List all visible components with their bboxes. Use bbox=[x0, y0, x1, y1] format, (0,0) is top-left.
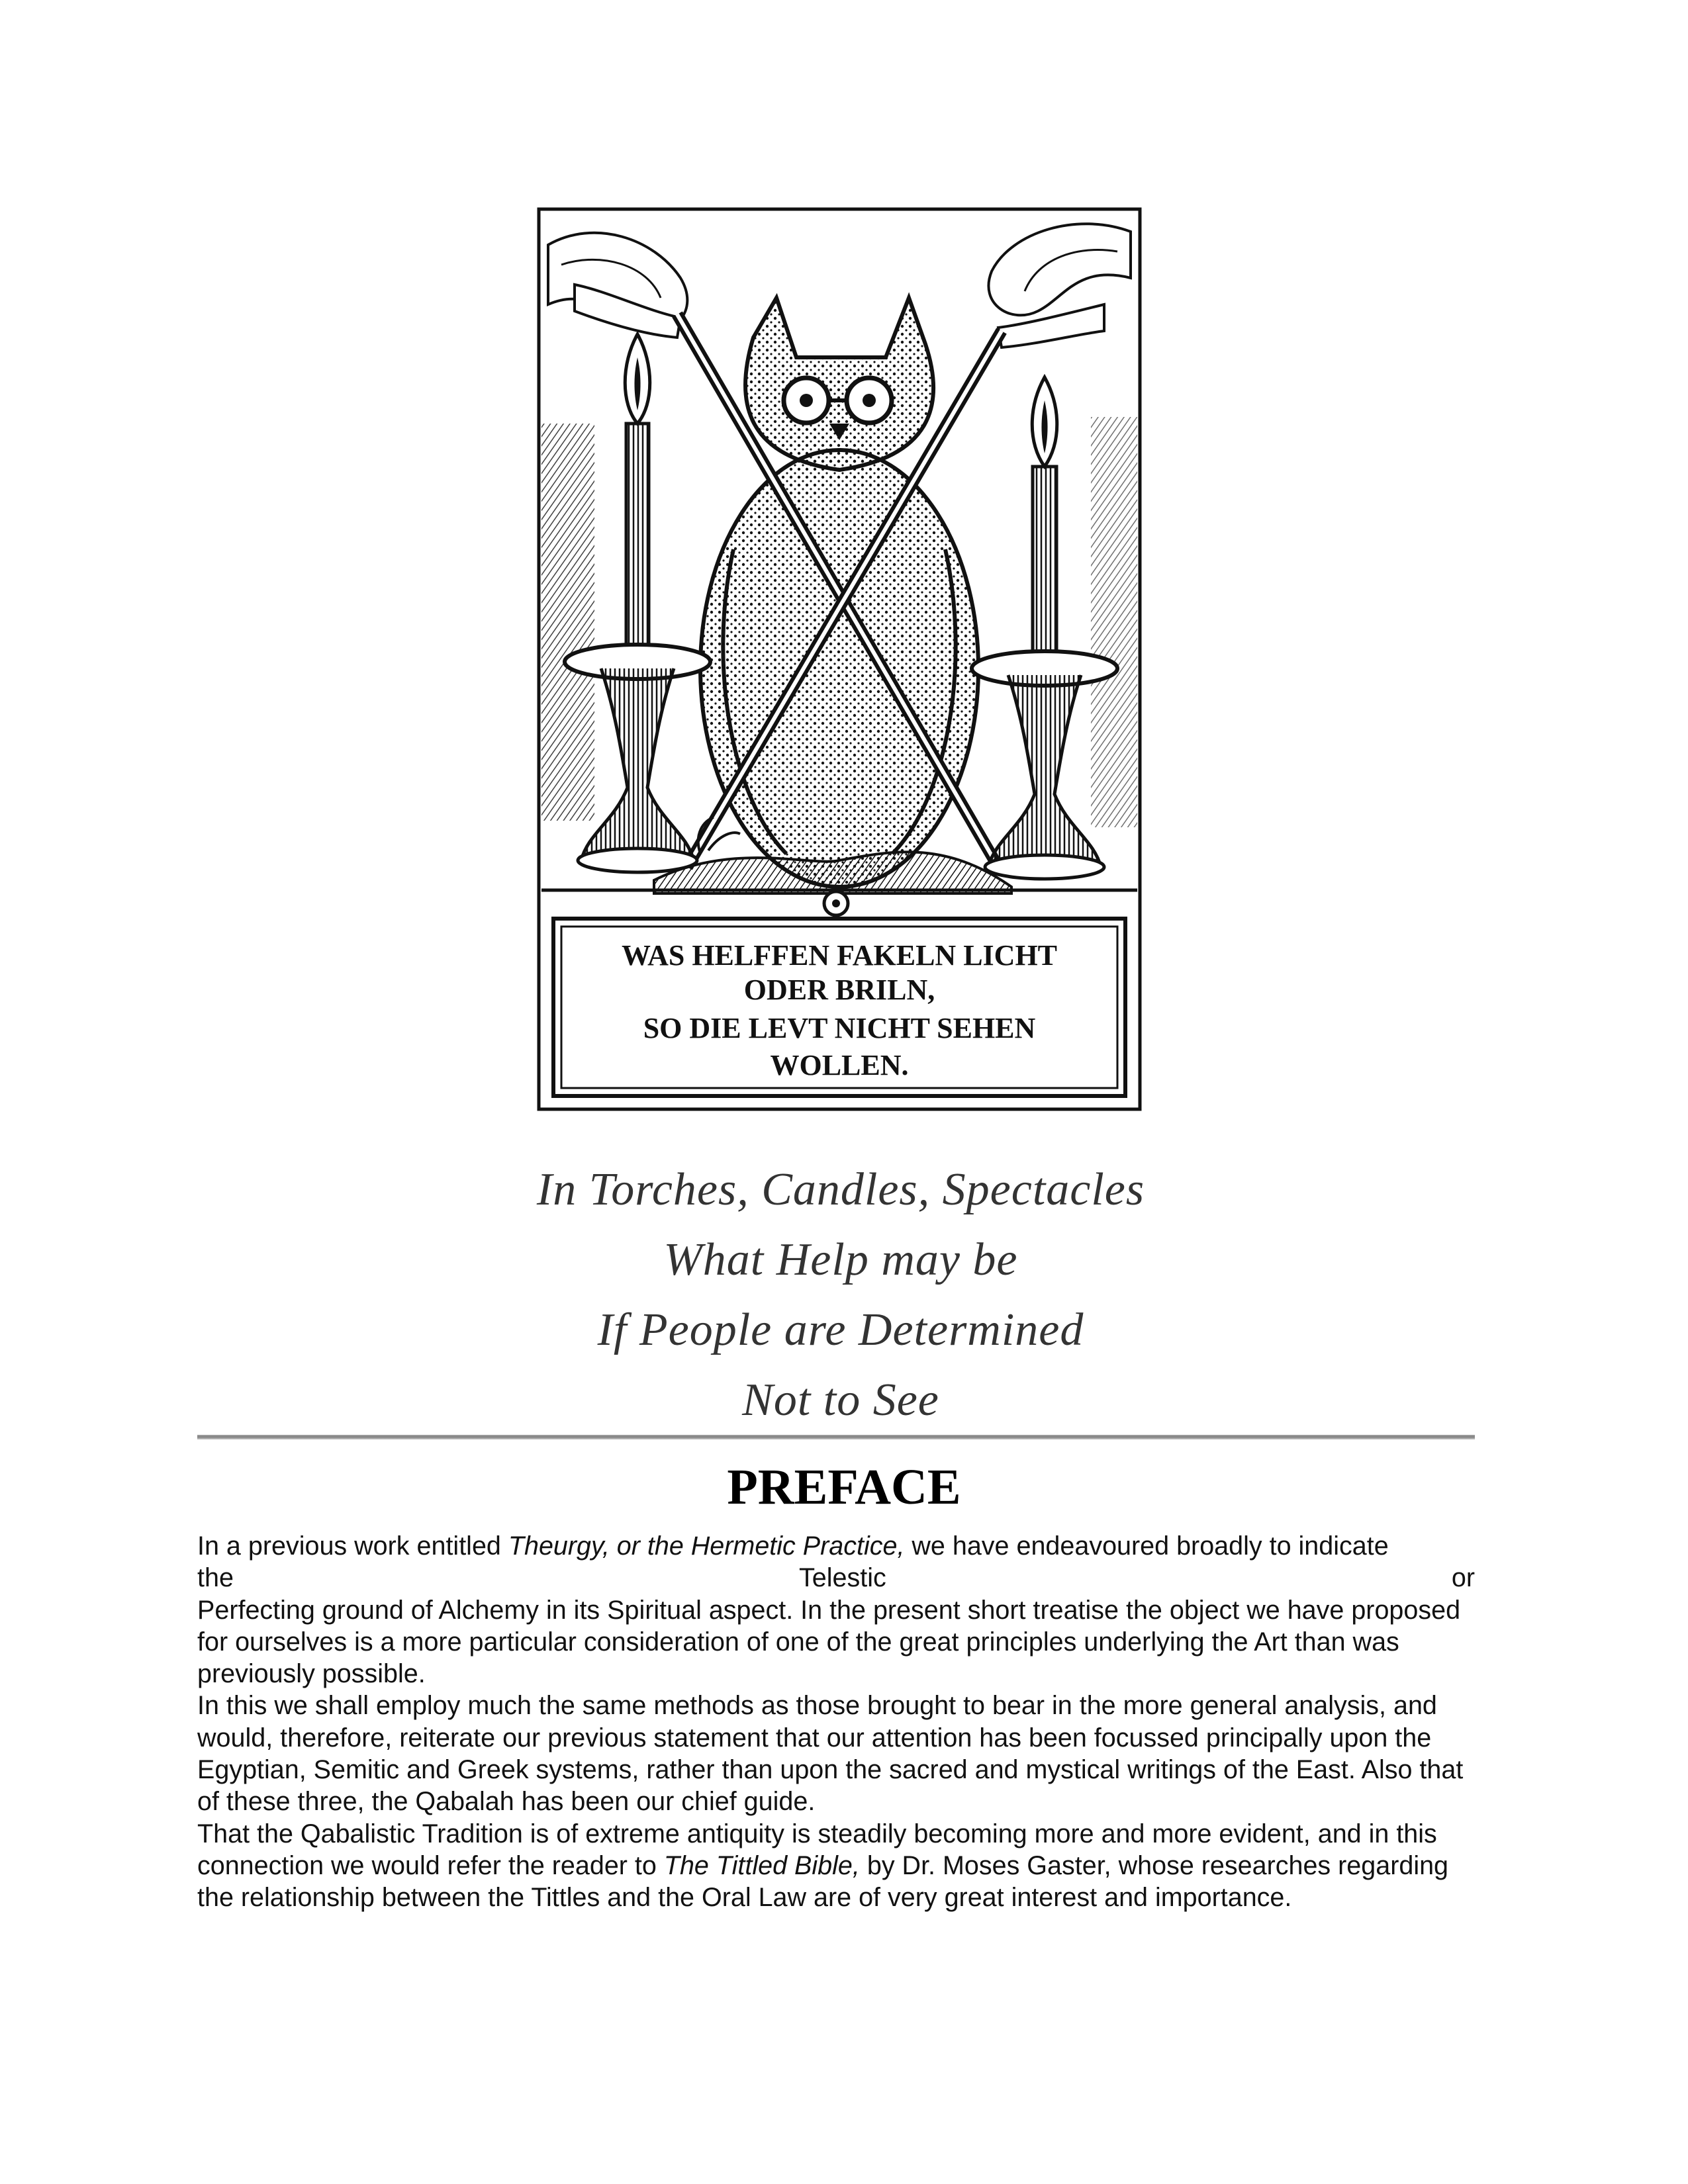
page-title: PREFACE bbox=[727, 1459, 961, 1515]
verse-line-2: What Help may be bbox=[663, 1234, 1018, 1285]
paragraph-2: In this we shall employ much the same methods as those brought to bear in the more general analysis, and would, therefore, reiterate our previous statement that our attention has been focussed principally upon the Egyptian, Semitic and Greek systems, rather than upon the sacred and mystical writings of the East. Also that of these three, the Qabalah has been our chief guide. bbox=[197, 1691, 1464, 1817]
verse-line-4: Not to See bbox=[742, 1375, 939, 1426]
inscription-line-1: WAS HELFFEN FAKELN LICHT bbox=[621, 939, 1058, 972]
inscription-line-2: ODER BRILN, bbox=[743, 974, 935, 1006]
paragraph-1-line-1: In a previous work entitled Theurgy, or the Hermetic Practice, we have endeavoured broadly to indicate bbox=[197, 1531, 1389, 1561]
inscription-line-3: SO DIE LEVT NICHT SEHEN bbox=[643, 1012, 1036, 1044]
italic-title: The Tittled Bible, bbox=[663, 1850, 860, 1880]
paragraph-1-rest: Perfecting ground of Alchemy in its Spiritual aspect. In the present short treatise the object we have proposed for ourselves is a more particular consideration of one of the great principles underlying the Art than was previously possible. bbox=[197, 1595, 1461, 1689]
paragraph-3: That the Qabalistic Tradition is of extreme antiquity is steadily becoming more and more evident, and in this connection we would refer the reader to The Tittled Bible, by Dr. Moses Gaster, whose researches regarding the relationship between the Tittles and the Oral Law are of very great interest and importance. bbox=[197, 1819, 1449, 1913]
inscription-line-4: WOLLEN. bbox=[770, 1049, 909, 1081]
paragraph-1-justified-line: the Telestic or bbox=[197, 1563, 1475, 1593]
horizontal-rule bbox=[197, 1435, 1475, 1439]
owl-engraving-image bbox=[535, 205, 1144, 1115]
verse-translation bbox=[516, 1155, 1165, 1435]
italic-title: Theurgy, or the Hermetic Practice, bbox=[508, 1531, 905, 1561]
verse-line-3: If People are Determined bbox=[597, 1304, 1084, 1355]
preface-body bbox=[197, 1530, 1475, 1914]
verse-line-1: In Torches, Candles, Spectacles bbox=[536, 1164, 1145, 1215]
